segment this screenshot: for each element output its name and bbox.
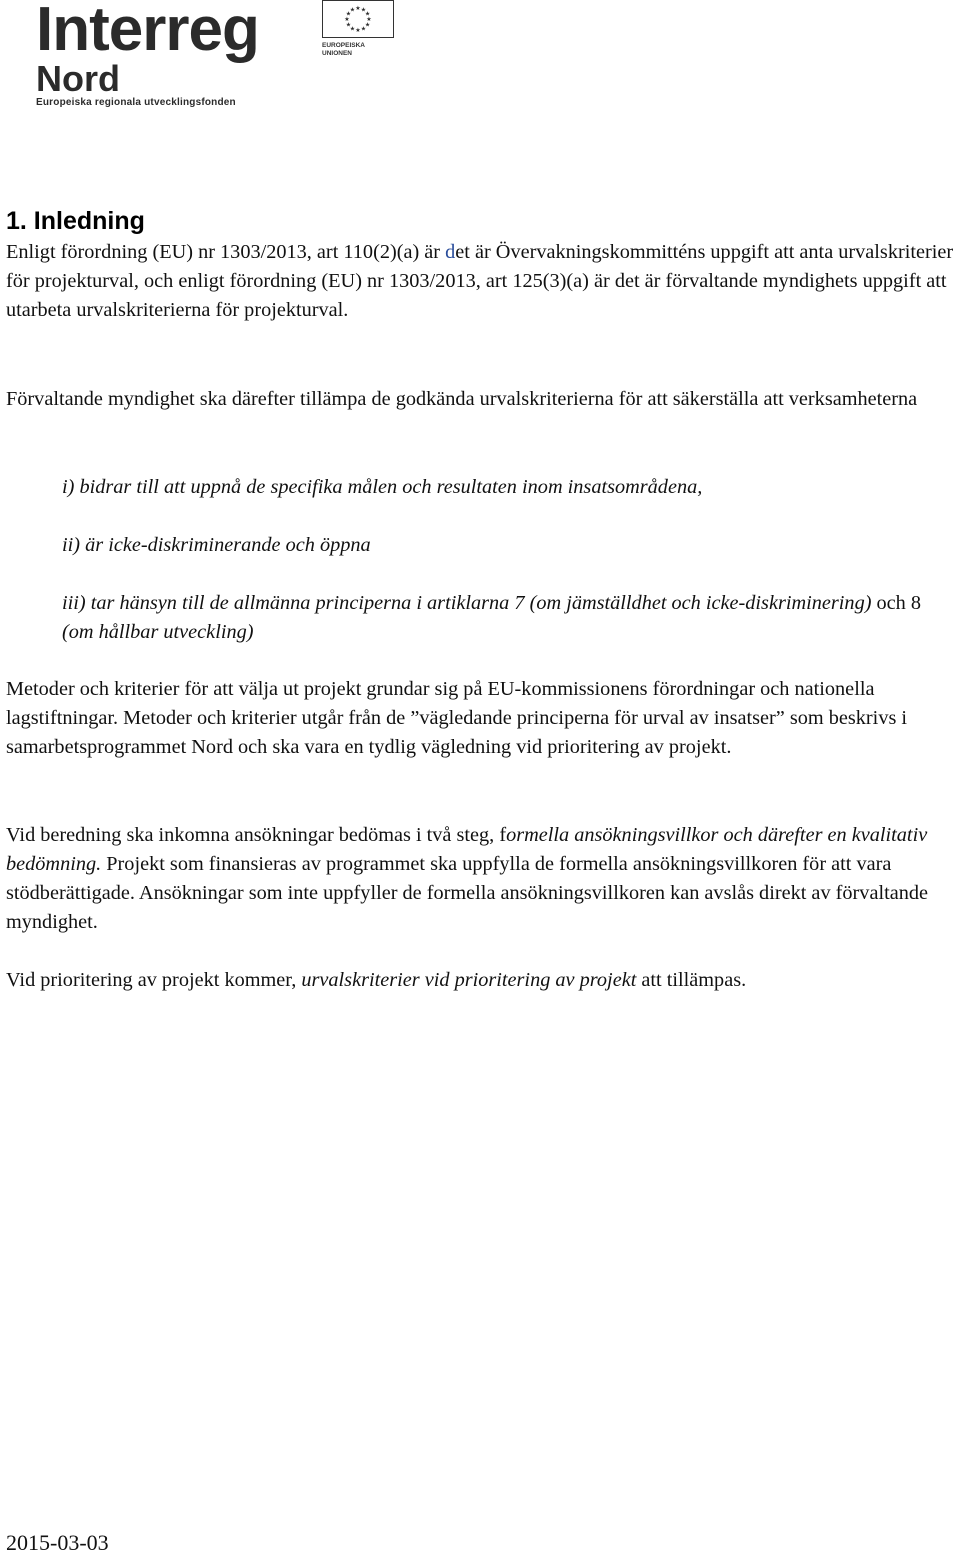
eu-label: EUROPEISKA UNIONEN bbox=[322, 42, 365, 57]
methods-paragraph: Metoder och kriterier för att välja ut projekt grundar sig på EU-kommissionens förordningar och nationella lagstiftningar. Metoder och kriterier utgår från de ”vägledande principerna för urval av insatser” som beskrivs i samarbetsprogrammet Nord och ska vara en tydlig vägledning vid prioritering av projekt. bbox=[6, 678, 908, 758]
eu-star-icon: ★ bbox=[349, 7, 356, 14]
eu-star-icon: ★ bbox=[345, 11, 352, 18]
eu-star-icon: ★ bbox=[349, 26, 356, 33]
eu-star-icon: ★ bbox=[360, 7, 367, 14]
list-item: i) bidrar till att uppnå de specifika målen och resultaten inom insatsområdena, bbox=[62, 476, 703, 498]
logo-program-name: Nord bbox=[36, 58, 120, 99]
authority-paragraph: Förvaltande myndighet ska därefter tillämpa de godkända urvalskriterierna för att säkerställa att verksamheterna bbox=[6, 388, 918, 410]
section-heading: 1. Inledning bbox=[6, 207, 145, 235]
logo-tagline: Europeiska regionala utvecklingsfonden bbox=[36, 97, 236, 108]
interreg-nord-logo bbox=[36, 0, 406, 115]
eu-star-icon: ★ bbox=[364, 11, 371, 18]
eu-star-icon: ★ bbox=[355, 6, 361, 12]
logo-wordmark: Interreg bbox=[36, 0, 259, 64]
list-item: ii) är icke-diskriminerande och öppna bbox=[62, 534, 371, 556]
eu-star-icon: ★ bbox=[366, 17, 372, 23]
eu-star-icon: ★ bbox=[344, 17, 350, 23]
eu-star-icon: ★ bbox=[364, 22, 371, 29]
footer-date: 2015-03-03 bbox=[6, 1530, 109, 1555]
list-item: iii) tar hänsyn till de allmänna principerna i artiklarna 7 (om jämställdhet och icke-diskriminering) och 8 (om hållbar utveckling) bbox=[62, 592, 922, 643]
intro-paragraph: Enligt förordning (EU) nr 1303/2013, art 110(2)(a) är det är Övervakningskommitténs uppgift att anta urvalskriterier för projekturval, och enligt förordning (EU) nr 1303/2013, art 125(3)(a) är det är förvaltande myndighets uppgift att utarbeta urvalskriterierna för projekturval. bbox=[6, 241, 954, 321]
eu-flag-icon bbox=[322, 0, 394, 38]
eu-star-icon: ★ bbox=[345, 22, 352, 29]
eu-star-icon: ★ bbox=[360, 26, 367, 33]
eu-star-icon: ★ bbox=[355, 28, 361, 34]
assessment-paragraph: Vid beredning ska inkomna ansökningar bedömas i två steg, formella ansökningsvillkor och därefter en kvalitativ bedömning. Projekt som finansieras av programmet ska uppfylla de formella ansökningsvillkoren för att vara stödberättigade. Ansökningar som inte uppfyller de formella ansökningsvillkoren kan avslås direkt av förvaltande myndighet. bbox=[6, 824, 928, 933]
prioritization-paragraph: Vid prioritering av projekt kommer, urvalskriterier vid prioritering av projekt att tillämpas. bbox=[6, 969, 747, 991]
